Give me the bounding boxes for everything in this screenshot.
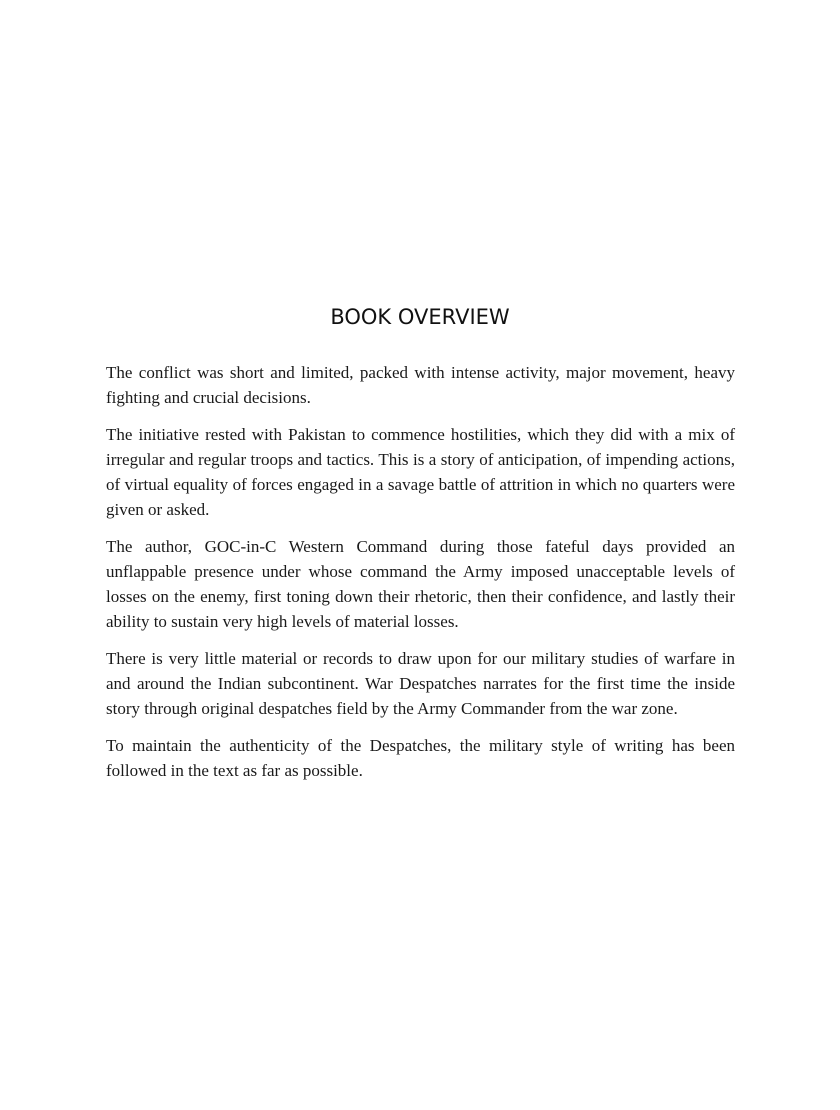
paragraph: To maintain the authenticity of the Despatches, the military style of writing has been followed in the text as far as possible. [106, 736, 735, 780]
paragraph: The initiative rested with Pakistan to commence hostilities, which they did with a mix of irregular and regular troops and tactics. This is a story of anticipation, of impending actions, of virtual equality of forces engaged in a savage battle of attrition in which no quarters were given or asked. [106, 425, 735, 519]
paragraph: There is very little material or records to draw upon for our military studies of warfare in and around the Indian subcontinent. War Despatches narrates for the first time the inside story through original despatches field by the Army Commander from the war zone. [106, 649, 735, 718]
overview-body [106, 360, 735, 795]
paragraph: The conflict was short and limited, packed with intense activity, major movement, heavy fighting and crucial decisions. [106, 363, 735, 407]
page-title: BOOK OVERVIEW [330, 305, 510, 329]
paragraph: The author, GOC-in-C Western Command during those fateful days provided an unflappable presence under whose command the Army imposed unacceptable levels of losses on the enemy, first toning down their rhetoric, then their confidence, and lastly their ability to sustain very high levels of material losses. [106, 537, 735, 631]
